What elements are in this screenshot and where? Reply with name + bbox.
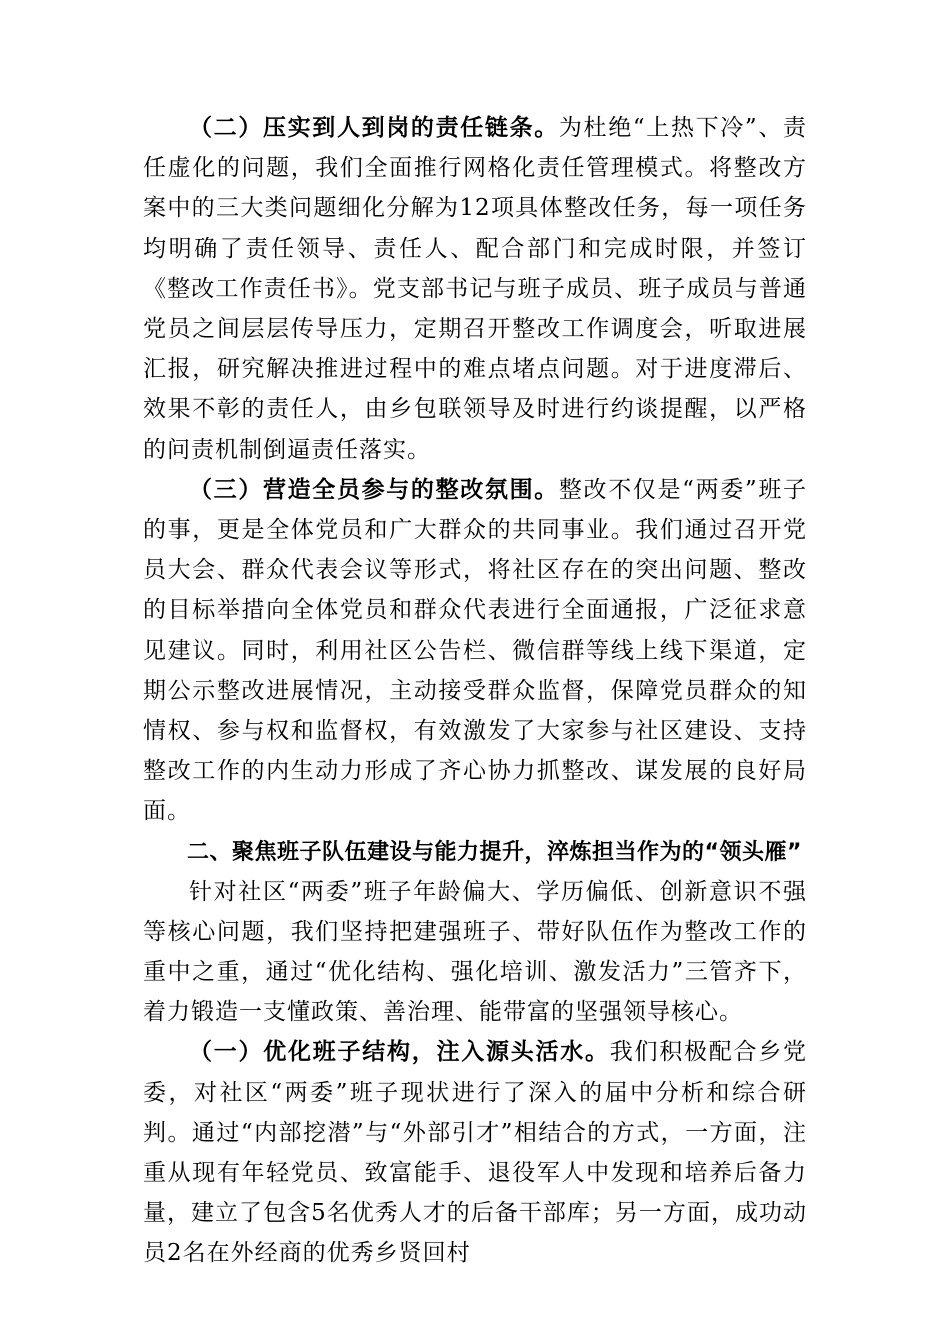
paragraph-lead: （三）营造全员参与的整改氛围。 <box>189 475 559 503</box>
paragraph-participation <box>143 470 807 832</box>
paragraph-intro: 针对社区“两委”班子年龄偏大、学历偏低、创新意识不强等核心问题，我们坚持把建强班子、带好队伍作为整改工作的重中之重，通过“优化结构、强化培训、激发活力”三管齐下，着力锻造一支懂政策、善治理、能带富的坚强领导核心。 <box>143 878 807 1026</box>
paragraph-text: 整改不仅是“两委”班子的事，更是全体党员和广大群众的共同事业。我们通过召开党员大会、群众代表会议等形式，将社区存在的突出问题、整改的目标举措向全体党员和群众代表进行全面通报，广泛征求意见建议。同时，利用社区公告栏、微信群等线上线下渠道，定期公示整改进展情况，主动接受群众监督，保障党员群众的知情权、参与权和监督权，有效激发了大家参与社区建设、支持整改工作的内生动力形成了齐心协力抓整改、谋发展的良好局面。 <box>143 476 807 825</box>
paragraph-lead: （一）优化班子结构，注入源头活水。 <box>189 1038 610 1066</box>
paragraph-team-structure <box>143 1032 807 1273</box>
paragraph-lead: （二）压实到人到岗的责任链条。 <box>189 114 559 141</box>
section-heading: 二、聚焦班子队伍建设与能力提升，淬炼担当作为的“领头雁” <box>187 839 802 865</box>
paragraph-text: 为杜绝“上热下冷”、责任虚化的问题，我们全面推行网格化责任管理模式。将整改方案中的三大类问题细化分解为12项具体整改任务，每一项任务均明确了责任领导、责任人、配合部门和完成时限，并签订《整改工作责任书》。党支部书记与班子成员、班子成员与普通党员之间层层传导压力，定期召开整改工作调度会，听取进展汇报，研究解决推进过程中的难点堵点问题。对于进度滞后、效果不彰的责任人，由乡包联领导及时进行约谈提醒，以严格的问责机制倒逼责任落实。 <box>143 115 807 463</box>
document-body <box>143 108 807 1274</box>
paragraph-text: 我们积极配合乡党委，对社区“两委”班子现状进行了深入的届中分析和综合研判。通过“内部挖潜”与“外部引才”相结合的方式，一方面，注重从现有年轻党员、致富能手、退役军人中发现和培养后备力量，建立了包含5名优秀人才的后备干部库；另一方面，成功动员2名在外经商的优秀乡贤回村 <box>143 1039 807 1267</box>
paragraph-responsibility-chain <box>143 108 807 470</box>
